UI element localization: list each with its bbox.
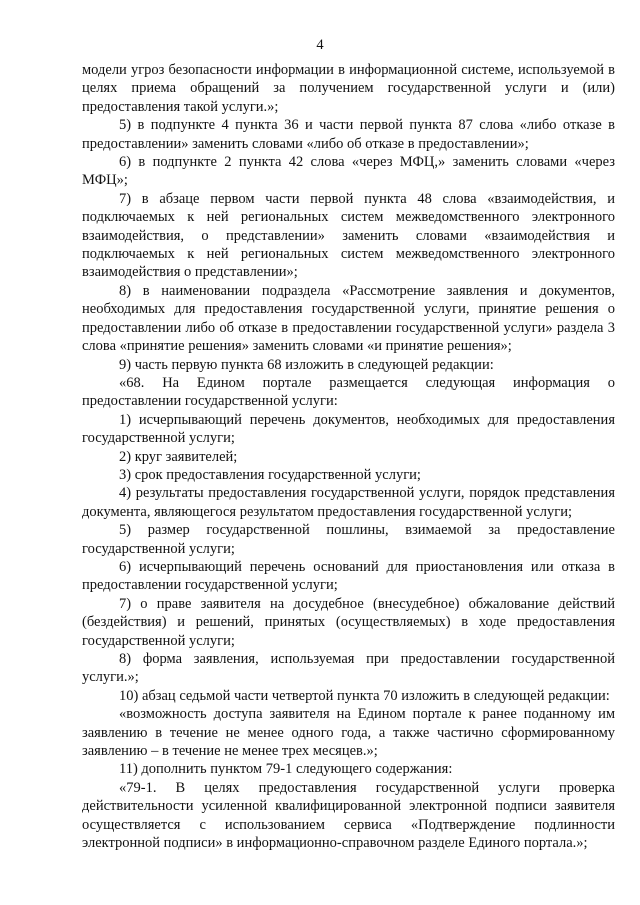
paragraph-item-7: 7) в абзаце первом части первой пункта 48 слова «взаимодействия, и подключаемых к ней региональных систем межведомственного электронного взаимодействия, о представлении» заменить словами «взаимодействия и подключаемых к ней региональных систем межведомственного электронного взаимодействия о представлении»; [82, 190, 615, 281]
paragraph-item-10: 10) абзац седьмой части четвертой пункта 70 изложить в следующей редакции: [119, 687, 610, 704]
document-body [82, 61, 615, 852]
paragraph-sub-3: 3) срок предоставления государственной услуги; [119, 466, 421, 483]
paragraph-sub-7: 7) о праве заявителя на досудебное (внесудебное) обжалование действий (бездействия) и решений, принятых (осуществляемых) в ходе предоставления государственной услуги; [82, 595, 615, 649]
paragraph-sub-6: 6) исчерпывающий перечень оснований для приостановления или отказа в предоставлении государственной услуги; [82, 558, 615, 594]
paragraph-item-8: 8) в наименовании подраздела «Рассмотрение заявления и документов, необходимых для предоставления государственной услуги, принятие решения о предоставлении либо об отказе в предоставлении государственной услуги» раздела 3 слова «принятие решения» заменить словами «и принятие решения»; [82, 282, 615, 355]
paragraph-point-79-1: «79-1. В целях предоставления государственной услуги проверка действительности усиленной квалифицированной электронной подписи заявителя осуществляется с использованием сервиса «Подтверждение подлинности электронной подписи» в информационно-справочном разделе Единого портала.»; [82, 779, 615, 852]
page-number: 4 [316, 37, 324, 53]
paragraph-sub-5: 5) размер государственной пошлины, взимаемой за предоставление государственной услуги; [82, 522, 615, 557]
paragraph-item-6: 6) в подпункте 2 пункта 42 слова «через МФЦ,» заменить словами «через МФЦ»; [82, 154, 615, 189]
paragraph-point-68: «68. На Едином портале размещается следующая информация о предоставлении государственной услуги: [82, 374, 615, 410]
paragraph-item-11: 11) дополнить пунктом 79-1 следующего содержания: [119, 761, 453, 778]
paragraph-item-9: 9) часть первую пункта 68 изложить в следующей редакции: [119, 356, 494, 373]
paragraph-sub-8: 8) форма заявления, используемая при предоставлении государственной услуги.»; [82, 651, 615, 686]
paragraph-sub-1: 1) исчерпывающий перечень документов, необходимых для предоставления государственной услуги; [82, 411, 615, 447]
paragraph-sub-4: 4) результаты предоставления государственной услуги, порядок представления документа, являющегося результатом предоставления государственной услуги; [82, 485, 615, 520]
paragraph-item-5: 5) в подпункте 4 пункта 36 и части первой пункта 87 слова «либо отказе в предоставлении» заменить словами «либо об отказе в предоставлении»; [82, 117, 615, 152]
paragraph-continuation: модели угроз безопасности информации в информационной системе, используемой в целях приема обращений за получением государственной услуги и (или) предоставления такой услуги.»; [82, 62, 615, 115]
paragraph-sub-2: 2) круг заявителей; [119, 448, 238, 465]
paragraph-quote-access: «возможность доступа заявителя на Едином портале к ранее поданному им заявлению в течение не менее одного года, а также частично сформированному заявлению – в течение не менее трех месяцев.»; [82, 706, 615, 760]
